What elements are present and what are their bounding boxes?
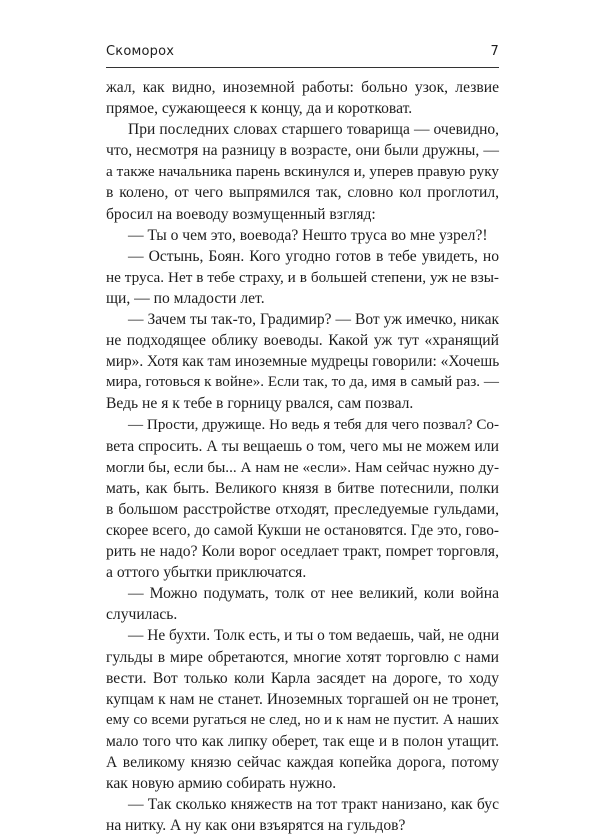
page-number: 7	[490, 44, 499, 59]
text-line: а также начальника парень вскинулся и, уперев правую руку	[106, 163, 499, 181]
text-line: а оттого убытки приключатся.	[106, 564, 307, 582]
text-line: — Можно подумать, толк от нее великий, коли война	[128, 585, 499, 603]
text-line: мир». Хотя как там иноземные мудрецы говорили: «Хочешь	[106, 353, 500, 371]
text-line: гульды в мире обретаются, многие хотят торговлю с нами	[106, 648, 499, 666]
running-title: Скоморох	[106, 44, 175, 59]
text-line: случилась.	[106, 606, 178, 624]
text-line: мать, как быть. Великого князя в битве потеснили, полки	[106, 479, 499, 497]
text-line: вести. Вот только коли Карла засядет на дороге, то ходу	[106, 669, 499, 687]
header-rule	[106, 67, 499, 68]
text-line: могли бы, если бы... А нам не «если». Нам сейчас нужно ду-	[106, 458, 499, 476]
text-line: — Прости, дружище. Но ведь я тебя для чего позвал? Со-	[128, 416, 499, 433]
text-line: жал, как видно, иноземной работы: больно узок, лезвие	[106, 79, 499, 96]
text-line: щи, — по младости лет.	[106, 289, 265, 307]
text-line: — Ты о чем это, воевода? Нешто труса во мне узрел?!	[128, 226, 488, 244]
text-line: мало того что как липку оберет, так еще и в полон утащит.	[106, 732, 499, 750]
text-line: в колено, от чего выпрямился так, словно кол проглотил,	[106, 184, 499, 202]
text-line: не труса. Нет в тебе страху, и в большей степени, уж не взы-	[106, 268, 499, 286]
text-line: прямое, сужающееся к концу, да и коротковат.	[106, 100, 413, 118]
text-line: купцам к нам не станет. Иноземных торгашей он не тронет,	[106, 690, 499, 708]
text-line: — Зачем ты так-то, Градимир? — Вот уж имечко, никак	[128, 311, 499, 329]
text-line: — Так сколько княжеств на тот тракт нанизано, как бус	[128, 796, 499, 814]
text-line: Ведь не я к тебе в горницу рвался, сам позвал.	[106, 395, 414, 413]
text-line: При последних словах старшего товарища — очевидно,	[128, 121, 499, 139]
text-line: бросил на воеводу возмущенный взгляд:	[106, 205, 376, 223]
text-line: рить не надо? Коли ворог оседлает тракт, помрет торговля,	[106, 543, 499, 561]
text-line: не подходящее облику воеводы. Какой уж тут «хранящий	[106, 332, 499, 350]
page-header	[106, 44, 499, 66]
text-line: А великому князю сейчас каждая копейка дорога, потому	[106, 754, 499, 771]
text-line: мира, готовься к войне». Если так, то да, имя в самый раз. —	[106, 374, 499, 391]
text-line: как новую армию собирать нужно.	[106, 775, 337, 793]
text-line: на нитку. А ну как они взъярятся на гульдов?	[106, 817, 406, 835]
text-line: в большом расстройстве отходят, преследуемые гульдами,	[106, 500, 499, 518]
text-line: ему со всеми ругаться не след, но и к нам не пустит. А наших	[106, 711, 499, 728]
text-line: вета спросить. А ты вещаешь о том, чего мы не можем или	[106, 437, 499, 455]
text-line: — Не бухти. Толк есть, и ты о том ведаешь, чай, не одни	[128, 627, 500, 645]
body-text	[106, 77, 499, 836]
text-line: что, несмотря на разницу в возрасте, они были дружны, —	[106, 142, 499, 160]
text-line: — Остынь, Боян. Кого угодно готов в тебе увидеть, но	[128, 247, 499, 265]
text-line: скорее всего, до самой Кукши не остановятся. Где это, гово-	[106, 521, 499, 539]
